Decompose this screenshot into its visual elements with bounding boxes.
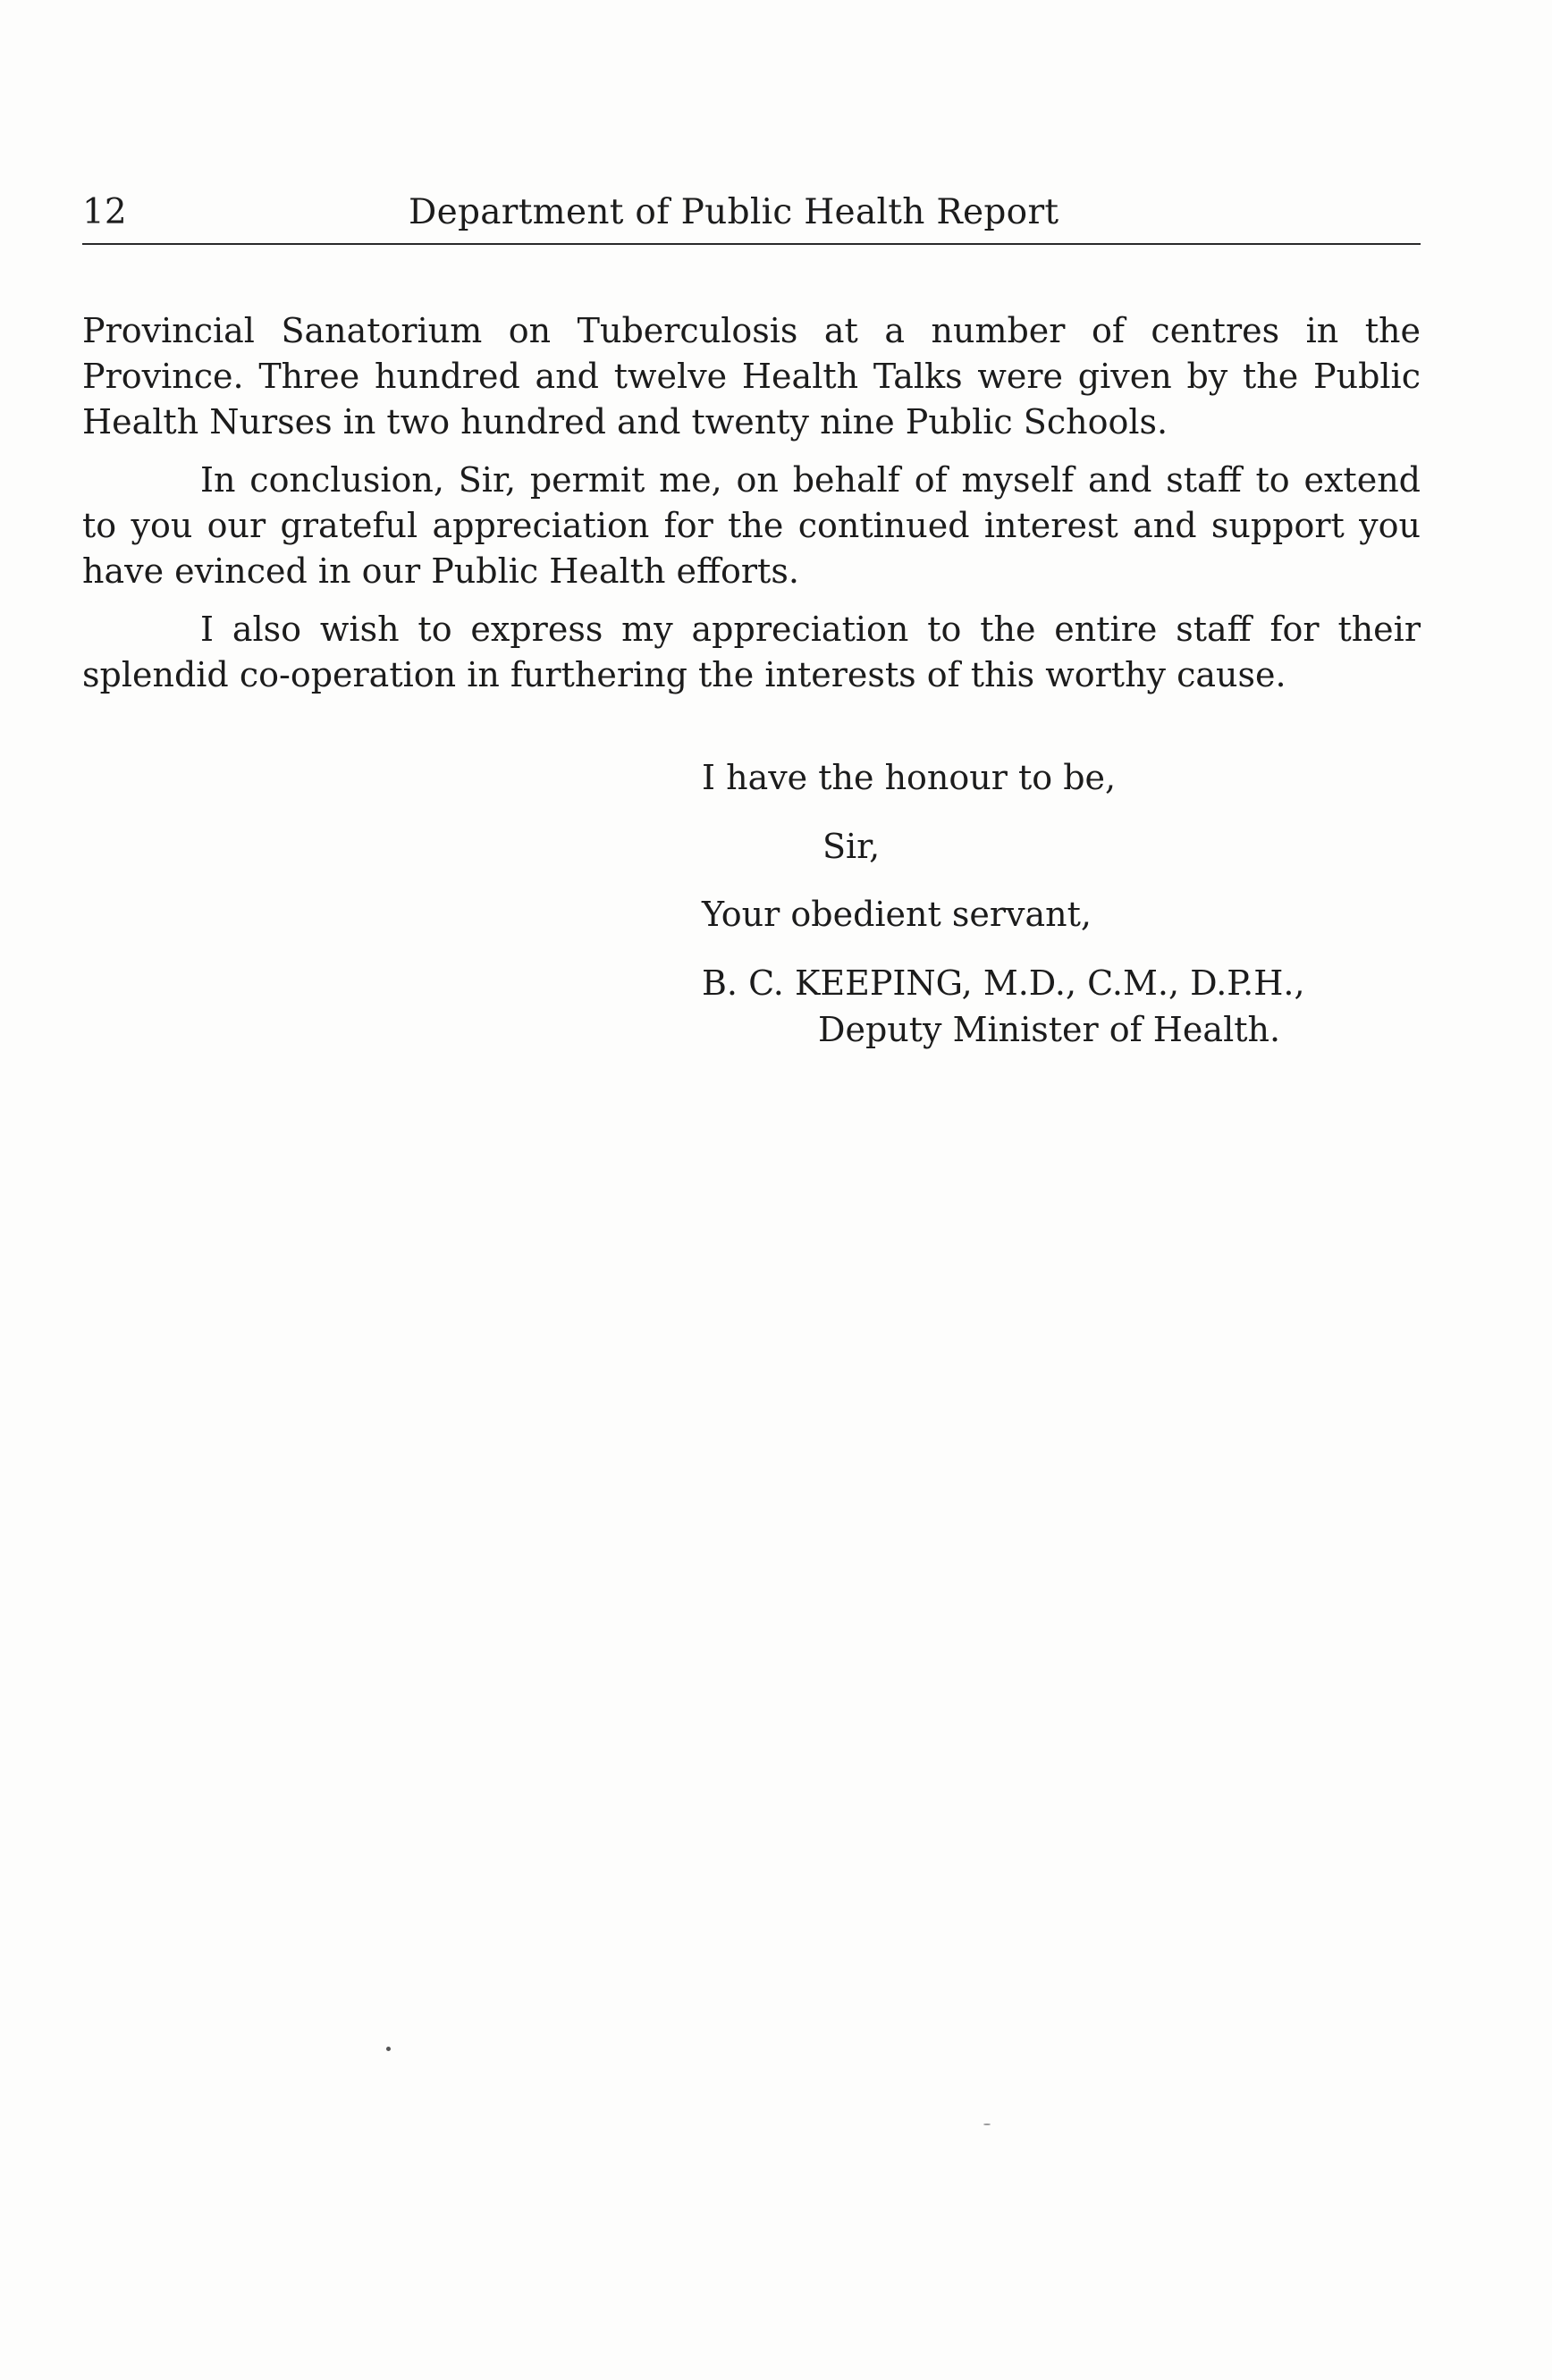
page-header xyxy=(82,189,1421,245)
signature-title: Deputy Minister of Health. xyxy=(818,1010,1281,1049)
salutation-sir: Sir, xyxy=(822,827,881,866)
closing-line: I have the honour to be, xyxy=(702,758,1117,797)
closing-servant: Your obedient servant, xyxy=(702,895,1092,934)
paragraph-continuation: Provincial Sanatorium on Tuberculosis at a number of centres in the Province. Three hundred and twelve Health Talks were given by the Public Health Nurses in two hundred and twenty nine Public Schools. xyxy=(82,311,1421,442)
body-text xyxy=(82,308,1421,711)
page-number: 12 xyxy=(82,192,127,232)
running-title: Department of Public Health Report xyxy=(409,192,1059,232)
print-speck xyxy=(386,2047,391,2051)
print-speck xyxy=(983,2123,991,2125)
signature-name: B. C. KEEPING, M.D., C.M., D.P.H., xyxy=(702,963,1305,1003)
paragraph-conclusion: In conclusion, Sir, permit me, on behalf of myself and staff to extend to you our grateful appreciation for the continued interest and support you have evinced in our Public Health efforts. xyxy=(82,460,1421,591)
paragraph-appreciation: I also wish to express my appreciation to the entire staff for their splendid co-operation in furthering the interests of this worthy cause. xyxy=(82,610,1421,694)
